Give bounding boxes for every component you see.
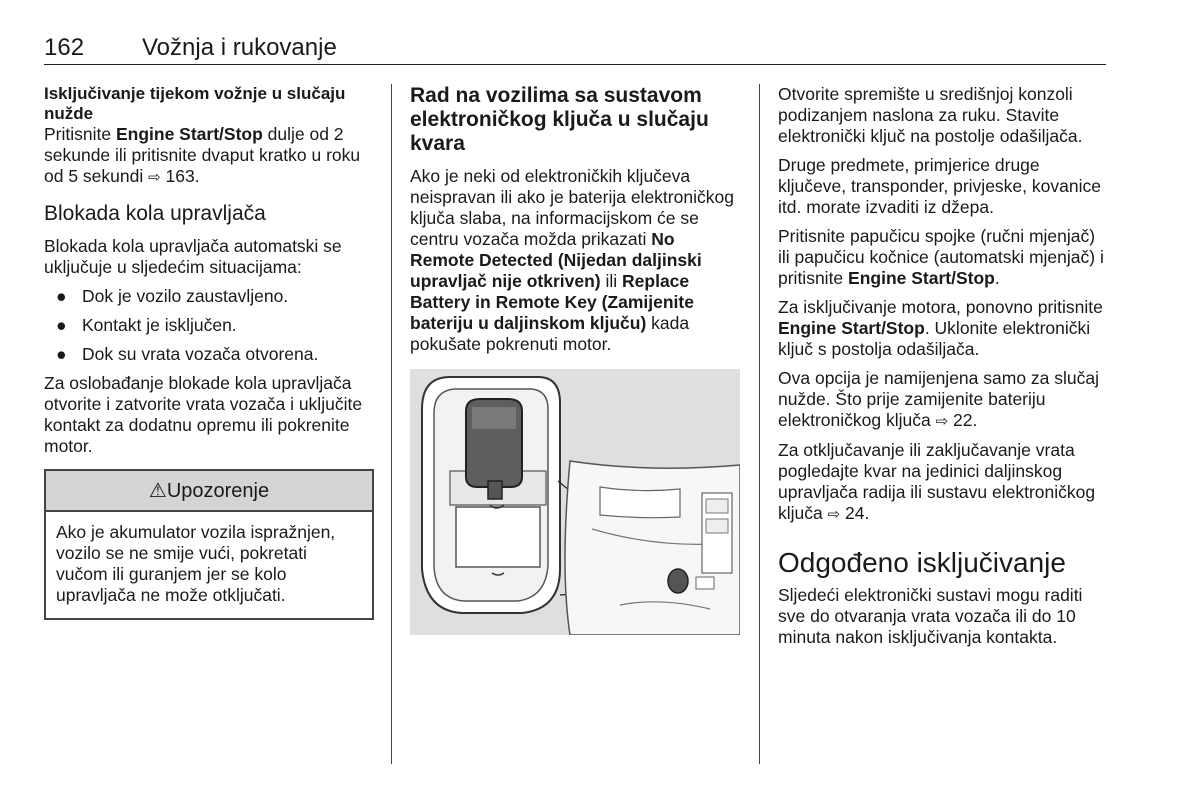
bullet-icon: ●	[56, 315, 67, 335]
warning-box	[44, 469, 374, 620]
emergency-shutdown-text	[44, 124, 374, 188]
list-item	[44, 286, 374, 307]
text-run: Ako je neki od elektroničkih ključeva neispravan ili ako je baterija elektroničkog ključa slaba, na informacijskom će se centru vozača možda prikazati	[410, 166, 734, 249]
message-no-remote-detected: No Remote Detected (Nijedan daljinski upravljač nije otkriven)	[410, 229, 702, 291]
steering-lock-intro: Blokada kola upravljača automatski se uključuje u sljedećim situacijama:	[44, 236, 342, 277]
page-reference-arrow-icon: ⇨	[148, 169, 161, 186]
key-holder-illustration	[410, 369, 740, 635]
column-divider	[759, 84, 760, 764]
message-replace-battery: Replace Battery in Remote Key (Zamijenite bateriju u daljinskom ključu)	[410, 271, 694, 333]
text-run: Ova opcija je namijenjena samo za slučaj nužde. Što prije zamijenite bateriju elektroničkog ključa	[778, 368, 1099, 430]
warning-triangle-icon: ⚠	[148, 480, 167, 502]
page-reference-arrow-icon: ⇨	[935, 413, 949, 430]
warning-title: Upozorenje	[166, 480, 270, 502]
delayed-shutdown-heading: Odgođeno isključivanje	[778, 547, 1066, 578]
list-item	[44, 315, 374, 336]
text-run: Pritisnite papučicu spojke (ručni mjenjač) ili papučicu kočnice (automatski mjenjač) i pritisnite	[778, 226, 1104, 288]
page-reference: 24.	[840, 503, 870, 523]
instruction-paragraph	[778, 297, 1108, 360]
bullet-icon: ●	[56, 286, 67, 306]
warning-header	[46, 471, 372, 512]
instruction-paragraph: Otvorite spremište u središnjoj konzoli podizanjem naslona za ruku. Stavite elektronički ključ na postolje odašiljača.	[778, 84, 1083, 146]
text-run: . Uklonite elektronički ključ s postolja odašiljača.	[778, 318, 1091, 359]
instruction-paragraph	[778, 440, 1108, 525]
key-transmitter-pocket-icon	[410, 369, 740, 635]
text-run: dulje od 2 sekunde ili pritisnite dvaput kratko u roku od 5 sekundi	[44, 124, 361, 186]
page-reference-arrow-icon: ⇨	[827, 506, 841, 523]
steering-lock-heading: Blokada kola upravljača	[44, 202, 266, 225]
text-run: Za isključivanje motora, ponovno pritisnite	[778, 297, 1103, 317]
emergency-shutdown-title: Isključivanje tijekom vožnje u slučaju nužde	[44, 84, 346, 123]
instruction-paragraph: Druge predmete, primjerice druge ključeve, transponder, privjeske, kovanice itd. morate izvaditi iz džepa.	[778, 155, 1101, 217]
instruction-paragraph	[778, 226, 1108, 289]
page-header	[44, 34, 1106, 65]
engine-start-stop-label: Engine Start/Stop	[778, 318, 925, 338]
text-run: kada pokušate pokrenuti motor.	[410, 313, 690, 354]
instruction-paragraph	[778, 368, 1108, 432]
page-reference: 163.	[160, 166, 200, 186]
page-number: 162	[44, 34, 85, 61]
engine-start-stop-label: Engine Start/Stop	[115, 124, 263, 144]
list-item	[44, 344, 374, 365]
electronic-key-failure-heading: Rad na vozilima sa sustavom elektroničkog ključa u slučaju kvara	[410, 84, 709, 155]
electronic-key-failure-text	[410, 166, 740, 355]
column-right	[778, 84, 1108, 656]
list-item-text: Kontakt je isključen.	[82, 315, 237, 335]
bullet-icon: ●	[56, 344, 67, 364]
page-reference: 22.	[948, 410, 978, 430]
steering-unlock-text: Za oslobađanje blokade kola upravljača otvorite i zatvorite vrata vozača i uključite kontakt za dodatnu opremu ili pokrenite motor.	[44, 373, 363, 456]
text-run: Pritisnite	[44, 124, 116, 144]
chapter-title: Vožnja i rukovanje	[142, 34, 337, 61]
list-item-text: Dok su vrata vozača otvorena.	[82, 344, 319, 364]
engine-start-stop-label: Engine Start/Stop	[848, 268, 995, 288]
column-left	[44, 84, 374, 620]
text-run: .	[994, 268, 1000, 288]
column-divider	[391, 84, 392, 764]
warning-text: Ako je akumulator vozila ispražnjen, vozilo se ne smije vući, pokretati vučom ili guranjem jer se kolo upravljača ne može otključati.	[56, 522, 336, 605]
list-item-text: Dok je vozilo zaustavljeno.	[82, 286, 289, 306]
steering-lock-list	[44, 286, 374, 365]
text-run: ili	[600, 271, 623, 291]
column-middle	[410, 84, 740, 635]
text-run: Za otključavanje ili zaključavanje vrata pogledajte kvar na jedinici daljinskog upravljača radija ili sustavu elektroničkog ključa	[778, 440, 1096, 523]
delayed-shutdown-text: Sljedeći elektronički sustavi mogu raditi sve do otvaranja vrata vozača ili do 10 minuta nakon isključivanja kontakta.	[778, 585, 1083, 647]
